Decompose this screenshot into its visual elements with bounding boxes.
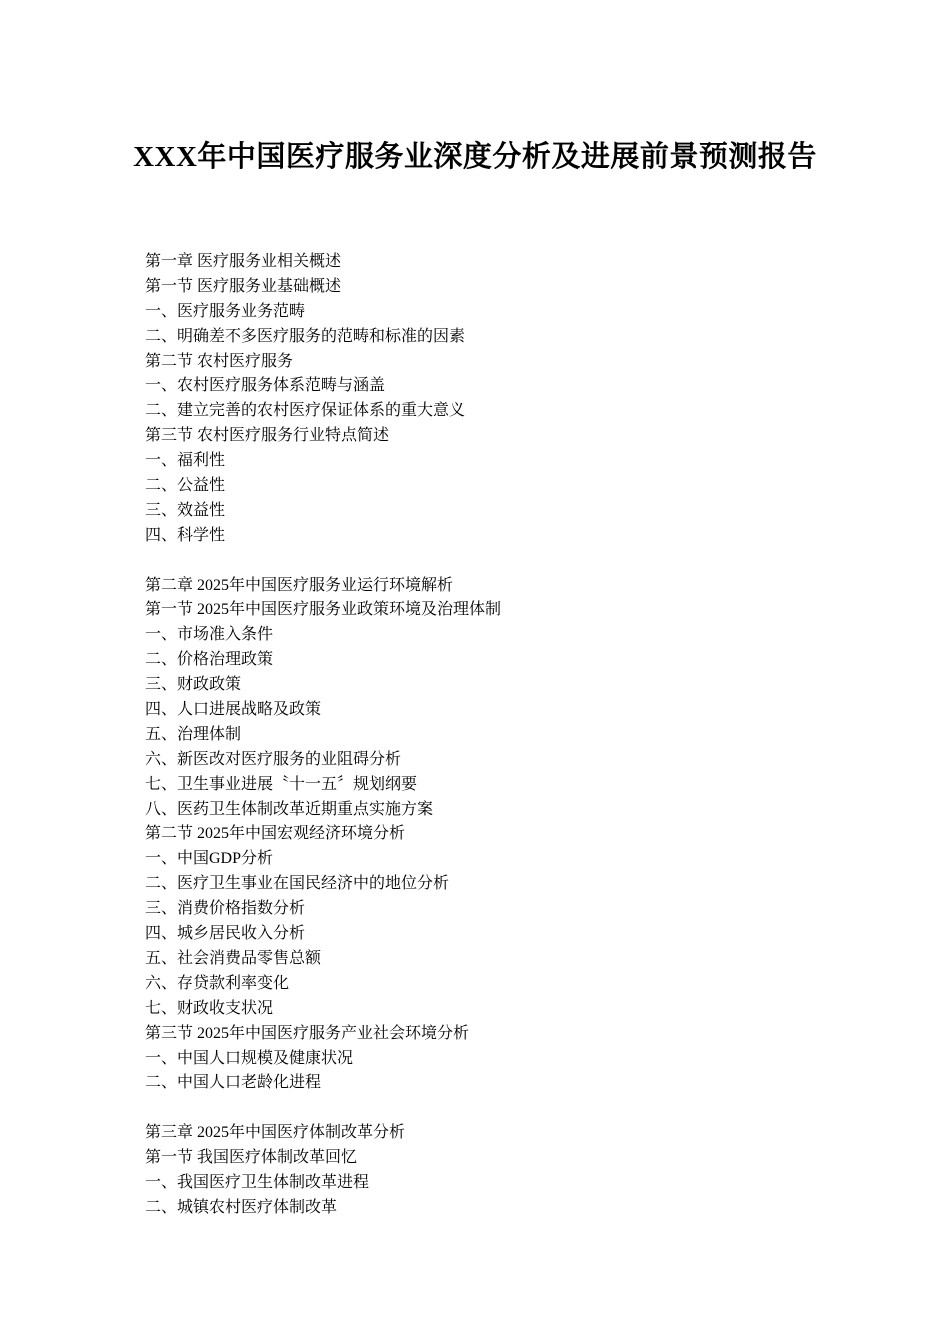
- toc-entry: 第一节 2025年中国医疗服务业政策环境及治理体制: [145, 601, 502, 619]
- toc-entry: 五、治理体制: [145, 725, 242, 743]
- toc-entry: 第三章 2025年中国医疗体制改革分析: [145, 1124, 406, 1142]
- toc-entry: 八、医药卫生体制改革近期重点实施方案: [145, 800, 434, 818]
- toc-entry: 七、财政收支状况: [145, 999, 274, 1017]
- toc-entry: 第一节 我国医疗体制改革回忆: [145, 1149, 358, 1167]
- toc-entry: 第三节 2025年中国医疗服务产业社会环境分析: [145, 1024, 470, 1042]
- toc-entry: 二、价格治理政策: [145, 651, 274, 669]
- toc-entry: 一、农村医疗服务体系范畴与涵盖: [145, 377, 386, 395]
- toc-entry: 四、科学性: [145, 526, 226, 544]
- toc-entry: 第二节 2025年中国宏观经济环境分析: [145, 825, 406, 843]
- toc-entry: 二、公益性: [145, 477, 226, 495]
- toc-entry: 四、城乡居民收入分析: [145, 925, 306, 943]
- toc-entry: 七、卫生事业进展〝十一五〞规划纲要: [145, 775, 418, 793]
- toc-entry: 二、明确差不多医疗服务的范畴和标准的因素: [145, 327, 466, 345]
- toc-entry: 三、消费价格指数分析: [145, 900, 306, 918]
- toc-entry: 五、社会消费品零售总额: [145, 949, 322, 967]
- toc-entry: 四、人口进展战略及政策: [145, 701, 322, 719]
- toc-entry: 六、新医改对医疗服务的业阻碍分析: [145, 750, 402, 768]
- toc-entry: 二、城镇农村医疗体制改革: [145, 1198, 338, 1216]
- section-spacer: [145, 1096, 805, 1121]
- toc-entry: 第二节 农村医疗服务: [145, 352, 294, 370]
- toc-entry: 一、市场准入条件: [145, 626, 274, 644]
- section-spacer: [145, 549, 805, 574]
- toc-entry: 三、财政政策: [145, 676, 242, 694]
- toc-entry: 一、我国医疗卫生体制改革进程: [145, 1173, 370, 1191]
- toc-entry: 二、医疗卫生事业在国民经济中的地位分析: [145, 875, 450, 893]
- table-of-contents: [145, 250, 805, 1221]
- toc-entry: 第一章 医疗服务业相关概述: [145, 253, 342, 270]
- toc-entry: 一、福利性: [145, 452, 226, 470]
- toc-entry: 六、存贷款利率变化: [145, 974, 290, 992]
- toc-entry: 第一节 医疗服务业基础概述: [145, 277, 342, 295]
- toc-entry: 第三节 农村医疗服务行业特点简述: [145, 427, 390, 445]
- toc-entry: 三、效益性: [145, 501, 226, 519]
- toc-entry: 一、中国人口规模及健康状况: [145, 1049, 354, 1067]
- document-title: XXX年中国医疗服务业深度分析及进展前景预测报告: [133, 141, 817, 173]
- toc-entry: 二、中国人口老龄化进程: [145, 1074, 322, 1092]
- toc-entry: 一、中国GDP分析: [145, 850, 274, 868]
- toc-entry: 第二章 2025年中国医疗服务业运行环境解析: [145, 576, 454, 594]
- toc-entry: 一、医疗服务业务范畴: [145, 302, 306, 320]
- toc-entry: 二、建立完善的农村医疗保证体系的重大意义: [145, 402, 466, 420]
